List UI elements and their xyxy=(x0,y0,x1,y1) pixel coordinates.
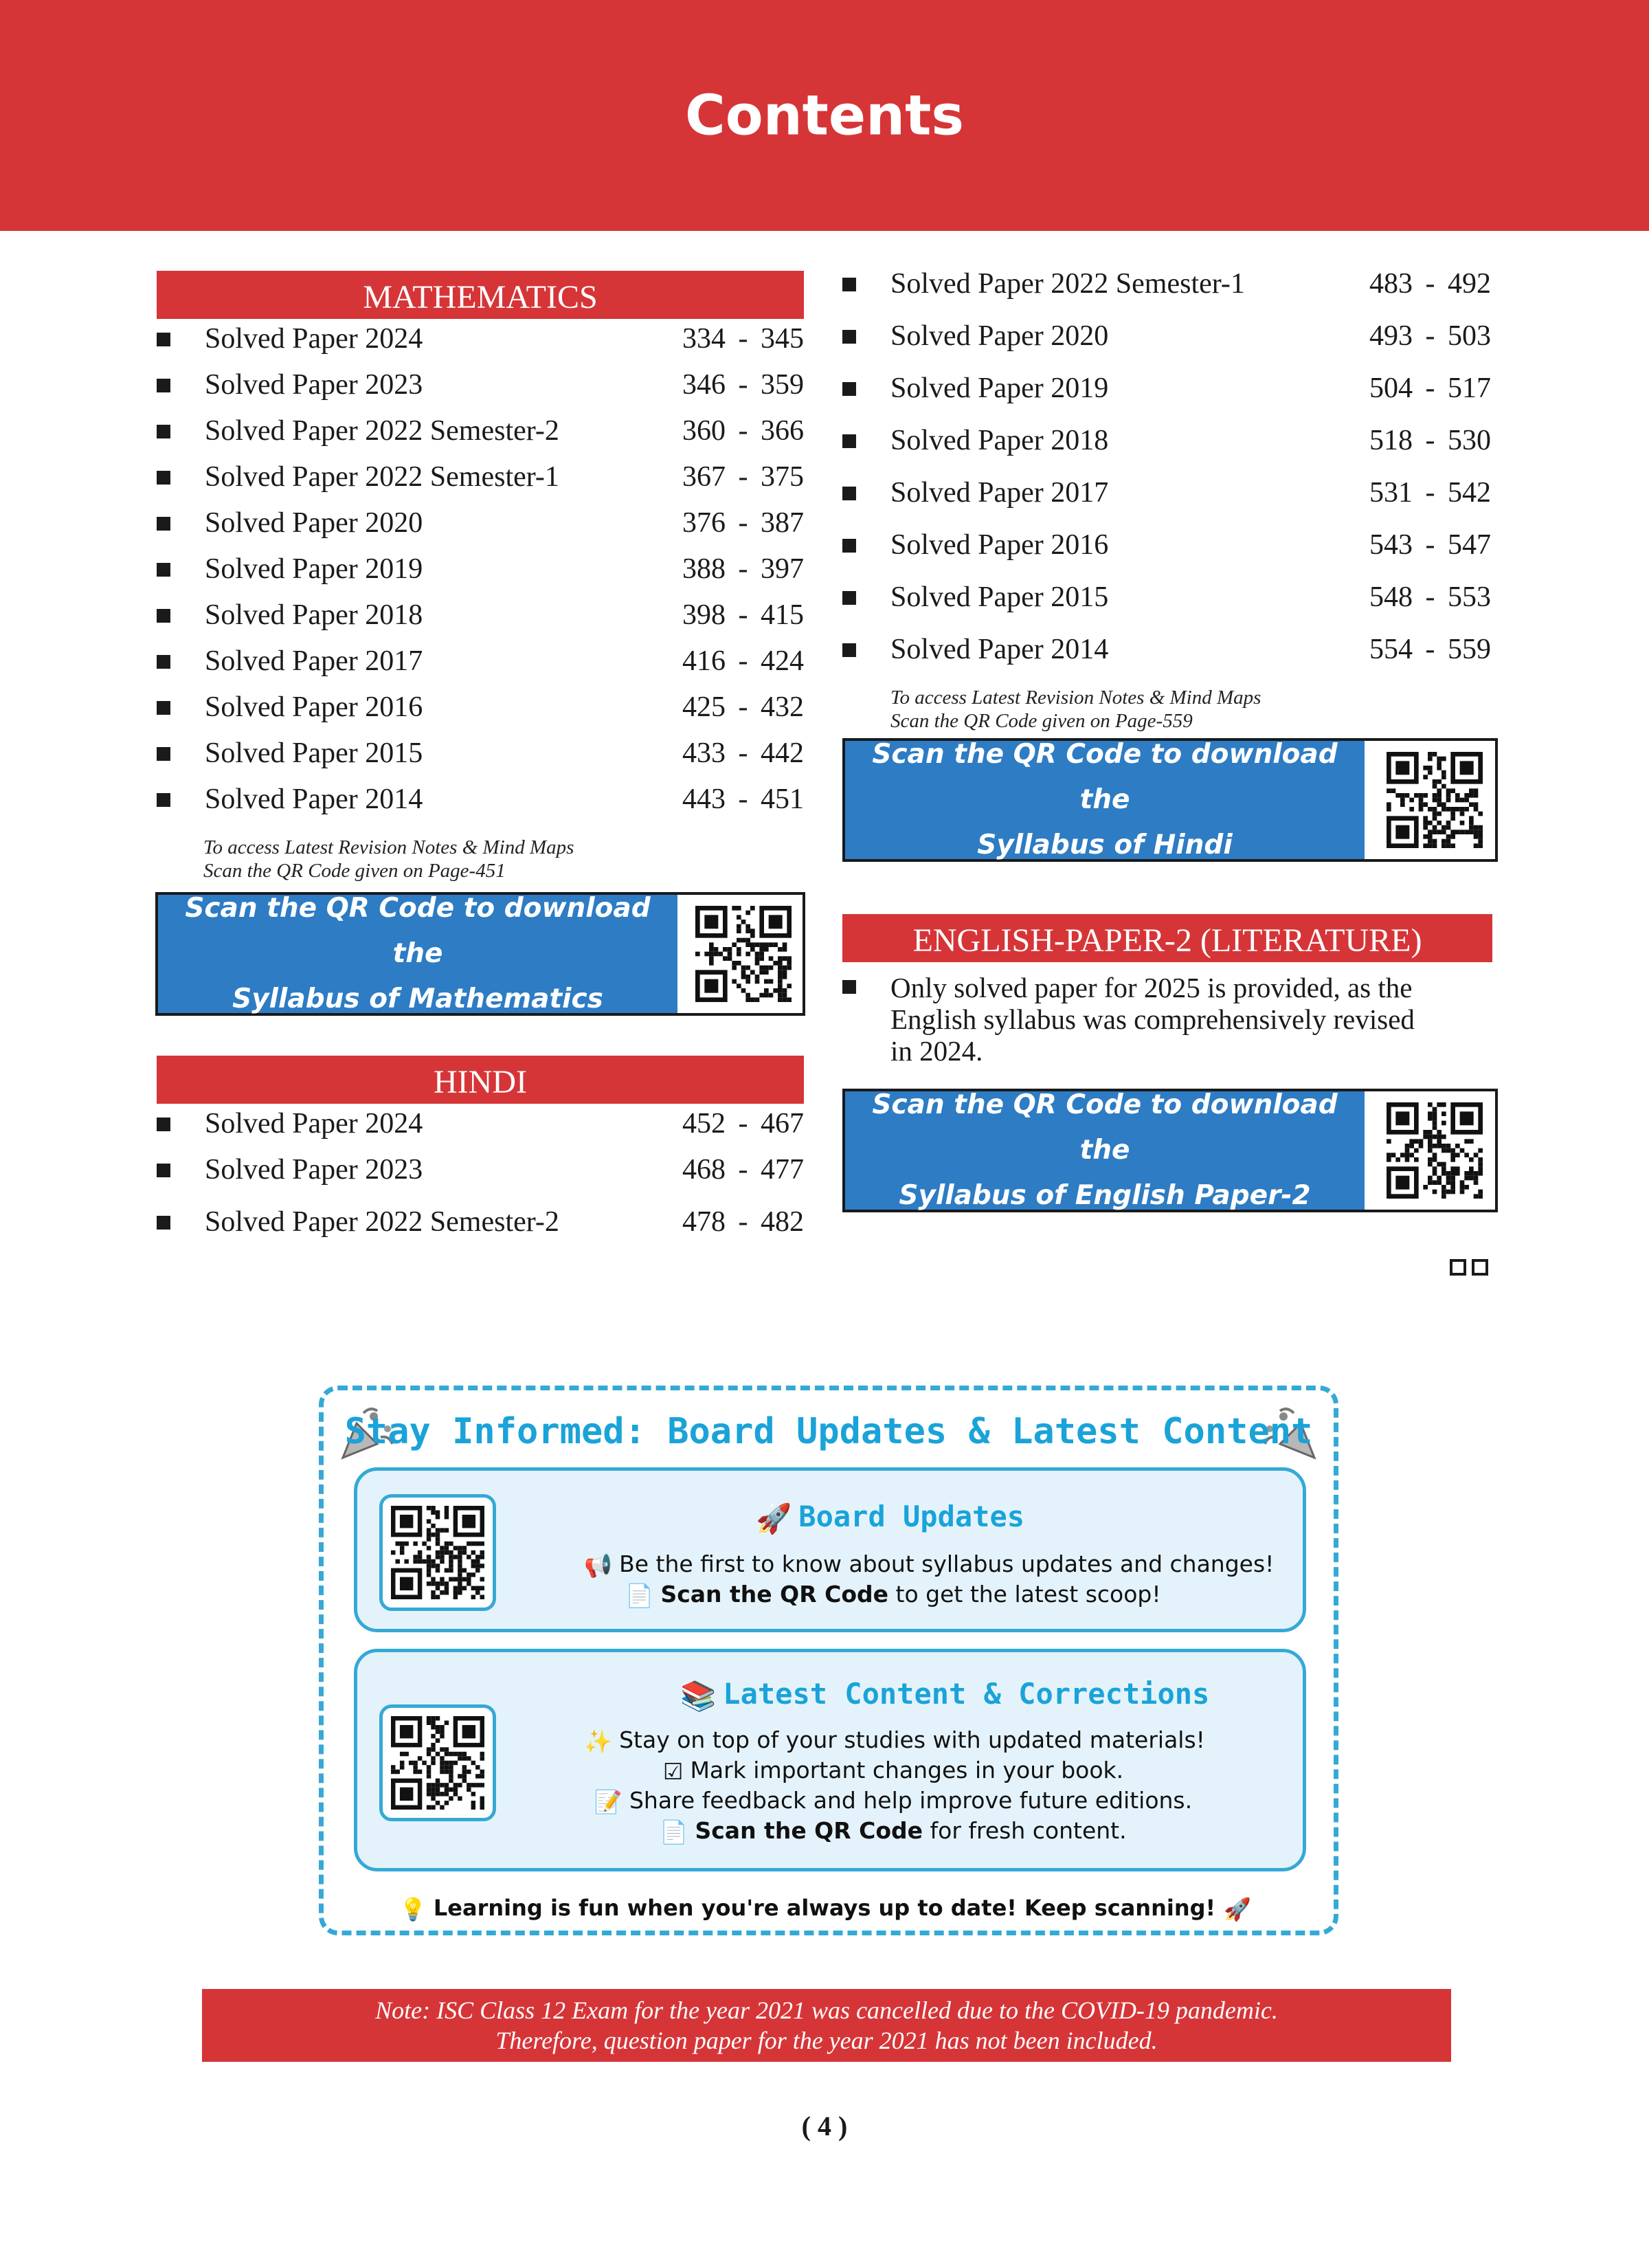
bullet-icon xyxy=(157,655,170,669)
stay-informed-footer: 💡 Learning is fun when you're always up to date! Keep scanning! 🚀 xyxy=(399,1895,1251,1922)
stay-informed-title: Stay Informed: Board Updates & Latest Content xyxy=(344,1411,1313,1452)
bullet-icon xyxy=(157,701,170,715)
list-item: Solved Paper 2024 452 - 467 xyxy=(157,1101,804,1146)
board-updates-line: 📢 Be the first to know about syllabus updates and changes! xyxy=(584,1550,1275,1579)
list-item: Solved Paper 2019 504 - 517 xyxy=(842,366,1491,411)
bullet-icon xyxy=(157,747,170,761)
bullet-icon xyxy=(842,278,856,291)
qr-box-hindi xyxy=(842,738,1498,862)
section-heading-english: ENGLISH-PAPER-2 (LITERATURE) xyxy=(842,914,1492,962)
bullet-icon xyxy=(842,643,856,657)
list-item: Solved Paper 2020 493 - 503 xyxy=(842,313,1491,359)
bullet-icon xyxy=(842,330,856,344)
qr-code-icon xyxy=(379,1494,496,1611)
list-item: Solved Paper 2024 334 - 345 xyxy=(157,316,804,362)
list-item: Solved Paper 2016 543 - 547 xyxy=(842,522,1491,568)
document-icon: 📄 xyxy=(660,1818,688,1845)
bullet-icon xyxy=(157,563,170,577)
latest-content-title: 📚 Latest Content & Corrections xyxy=(680,1677,1210,1713)
latest-content-line: 📝 Share feedback and help improve future editions. xyxy=(594,1787,1193,1815)
list-item: Solved Paper 2014 554 - 559 xyxy=(842,627,1491,672)
list-item: Solved Paper 2015 433 - 442 xyxy=(157,731,804,776)
qr-code-icon xyxy=(1387,752,1483,848)
latest-content-scan-line: 📄 Scan the QR Code for fresh content. xyxy=(660,1817,1127,1845)
revision-note-hindi: To access Latest Revision Notes & Mind Maps Scan the QR Code given on Page-559 xyxy=(890,687,1261,732)
bullet-icon xyxy=(157,609,170,623)
list-item: Solved Paper 2022 Semester-1 367 - 375 xyxy=(157,454,804,500)
list-item: Solved Paper 2017 531 - 542 xyxy=(842,470,1491,515)
lightbulb-icon: 💡 xyxy=(399,1896,427,1922)
list-item: Solved Paper 2017 416 - 424 xyxy=(157,638,804,684)
books-icon: 📚 xyxy=(680,1678,717,1713)
list-item: Solved Paper 2023 346 - 359 xyxy=(157,362,804,408)
board-updates-scan-line: 📄 Scan the QR Code to get the latest scoop! xyxy=(625,1581,1161,1609)
bullet-icon xyxy=(157,1164,170,1177)
list-item: Solved Paper 2018 518 - 530 xyxy=(842,418,1491,463)
qr-code-icon xyxy=(379,1704,496,1821)
section-heading-mathematics: MATHEMATICS xyxy=(157,271,804,319)
qr-box-english xyxy=(842,1089,1498,1212)
qr-caption: Scan the QR Code to download the Syllabus of Hindi xyxy=(845,741,1365,859)
memo-icon: 📝 xyxy=(594,1788,622,1815)
page-title: Contents xyxy=(685,83,964,148)
list-item: Solved Paper 2022 Semester-2 478 - 482 xyxy=(157,1199,804,1245)
board-updates-card xyxy=(354,1467,1306,1632)
bullet-icon xyxy=(842,591,856,605)
checkbox-icon: ☑ xyxy=(662,1758,684,1785)
latest-content-line: ✨ Stay on top of your studies with updated materials! xyxy=(584,1726,1205,1755)
bullet-icon xyxy=(157,333,170,346)
megaphone-icon: 📢 xyxy=(584,1551,613,1579)
qr-code-icon xyxy=(1387,1102,1483,1199)
list-item: Solved Paper 2014 443 - 451 xyxy=(157,777,804,822)
page-number: ( 4 ) xyxy=(801,2111,848,2142)
bullet-icon xyxy=(157,793,170,807)
section-heading-hindi: HINDI xyxy=(157,1056,804,1104)
list-item: Solved Paper 2016 425 - 432 xyxy=(157,685,804,730)
covid-note: Note: ISC Class 12 Exam for the year 2021 was cancelled due to the COVID-19 pandemic. Therefore, question paper for the year 2021 has not been included. xyxy=(202,1989,1451,2062)
stay-informed-panel xyxy=(319,1386,1338,1935)
bullet-icon xyxy=(842,980,856,994)
bullet-icon xyxy=(157,379,170,392)
bullet-icon xyxy=(157,1216,170,1230)
bullet-icon xyxy=(842,434,856,448)
list-item: Solved Paper 2015 548 - 553 xyxy=(842,575,1491,620)
rocket-icon: 🚀 xyxy=(756,1501,792,1535)
bullet-icon xyxy=(842,382,856,396)
bullet-icon xyxy=(157,425,170,438)
qr-caption: Scan the QR Code to download the Syllabus of Mathematics xyxy=(158,895,677,1013)
end-mark-icon xyxy=(1450,1259,1491,1278)
bullet-icon xyxy=(157,1118,170,1131)
latest-content-card xyxy=(354,1649,1306,1871)
list-item: Solved Paper 2022 Semester-1 483 - 492 xyxy=(842,261,1491,307)
list-item: Solved Paper 2020 376 - 387 xyxy=(157,500,804,546)
bullet-icon xyxy=(157,471,170,485)
bullet-icon xyxy=(157,517,170,531)
list-item: Solved Paper 2018 398 - 415 xyxy=(157,592,804,638)
revision-note-mathematics: To access Latest Revision Notes & Mind Maps Scan the QR Code given on Page-451 xyxy=(203,836,574,882)
rocket-icon: 🚀 xyxy=(1224,1896,1251,1922)
list-item: Solved Paper 2022 Semester-2 360 - 366 xyxy=(157,408,804,454)
qr-caption: Scan the QR Code to download the Syllabus of English Paper-2 xyxy=(845,1091,1365,1210)
document-icon: 📄 xyxy=(625,1581,654,1609)
board-updates-title: 🚀 Board Updates xyxy=(756,1500,1025,1535)
qr-code-icon xyxy=(695,906,792,1002)
bullet-icon xyxy=(842,539,856,553)
sparkles-icon: ✨ xyxy=(584,1727,613,1755)
list-item: Solved Paper 2023 468 - 477 xyxy=(157,1147,804,1192)
bullet-icon xyxy=(842,487,856,500)
qr-box-mathematics xyxy=(155,892,805,1016)
list-item: Solved Paper 2019 388 - 397 xyxy=(157,546,804,592)
latest-content-line: ☑ Mark important changes in your book. xyxy=(662,1757,1124,1785)
